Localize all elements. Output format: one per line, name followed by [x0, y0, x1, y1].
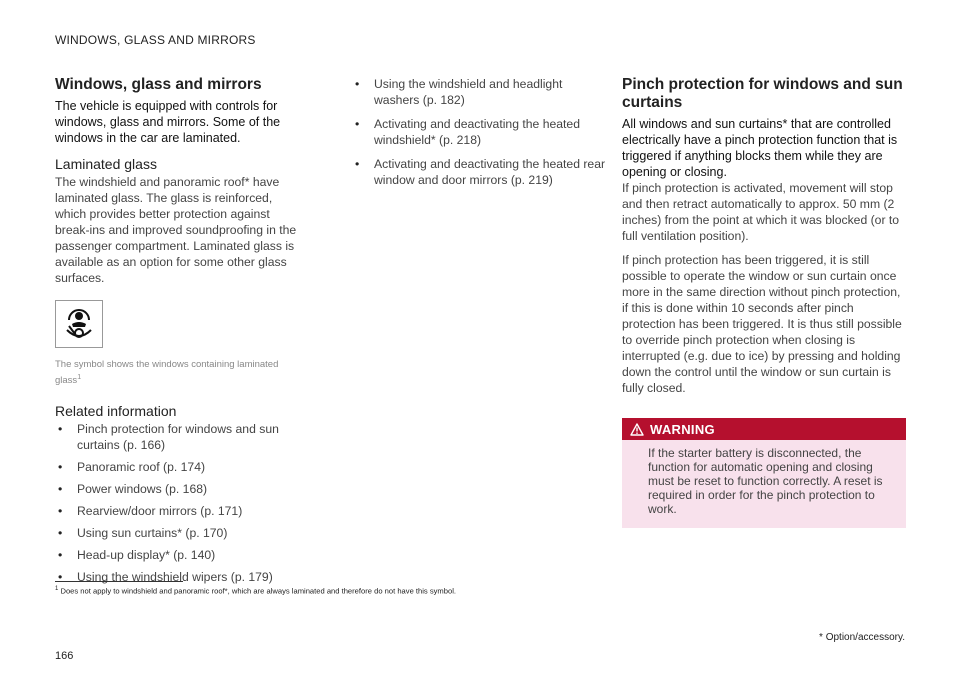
section-intro: The vehicle is equipped with controls for windows, glass and mirrors. Some of the windows in the car are laminated.: [55, 99, 281, 145]
running-header: WINDOWS, GLASS AND MIRRORS: [55, 33, 256, 47]
footnote-text: Does not apply to windshield and panoramic roof*, which are always laminated and therefore do not have this symbol.: [60, 586, 456, 596]
footnote-ref: 1: [77, 374, 82, 381]
related-info-list-continued: [352, 76, 607, 188]
pinch-protection-para1: If pinch protection is activated, movement will stop and then retract automatically to approx. 50 mm (2 inches) from the point at which it was blocked (or to full ventilation position).: [622, 181, 900, 243]
pinch-protection-intro: All windows and sun curtains* that are controlled electrically have a pinch protection function that is triggered if anything blocks them while they are opening or closing.: [622, 117, 898, 179]
footnote-number: 1: [55, 586, 59, 592]
laminated-glass-symbol-icon: [59, 304, 99, 344]
right-column: [622, 76, 906, 528]
warning-triangle-icon: [630, 423, 644, 436]
warning-text: If the starter battery is disconnected, the function for automatic opening and closing must be reset to function correctly. A reset is required in order for the pinch protection to work.: [648, 446, 883, 516]
footnote-divider: [55, 581, 183, 582]
left-column: [55, 76, 305, 591]
laminated-glass-body: The windshield and panoramic roof* have laminated glass. The glass is reinforced, which provides better protection against break-ins and improved soundproofing in the passenger compartment. Laminated glass is available as an option for some other glass surfaces.: [55, 175, 297, 285]
page-number: 166: [55, 650, 74, 662]
related-link[interactable]: • Pinch protection for windows and sun curtains (p. 166): [55, 421, 305, 453]
footnote: [55, 586, 456, 596]
warning-label: WARNING: [650, 421, 715, 437]
warning-box: [622, 418, 906, 528]
laminated-glass-heading: Laminated glass: [55, 156, 157, 172]
option-accessory-note: * Option/accessory.: [819, 632, 905, 643]
related-link[interactable]: • Activating and deactivating the heated windshield* (p. 218): [352, 116, 607, 148]
related-link[interactable]: • Using the windshield wipers (p. 179): [55, 569, 305, 585]
related-info-heading: Related information: [55, 403, 177, 420]
related-info-list: [55, 421, 305, 585]
section-title: Windows, glass and mirrors: [55, 76, 262, 93]
related-link[interactable]: • Head-up display* (p. 140): [55, 547, 305, 563]
related-link[interactable]: • Using the windshield and headlight washers (p. 182): [352, 76, 607, 108]
pinch-protection-para2: If pinch protection has been triggered, it is still possible to operate the window or sun curtain once more in the same direction without pinch protection, if this is done within 10 seconds after pinch protection has been triggered. It is thus still possible to override pinch protection when closing is interrupted (e.g. due to ice) by pressing and holding down the control until the window or sun curtain is fully closed.: [622, 253, 902, 395]
warning-header: [622, 418, 906, 440]
related-link[interactable]: • Using sun curtains* (p. 170): [55, 525, 305, 541]
symbol-caption: [55, 358, 305, 387]
middle-column: [352, 76, 607, 196]
related-link[interactable]: • Rearview/door mirrors (p. 171): [55, 503, 305, 519]
related-link[interactable]: • Panoramic roof (p. 174): [55, 459, 305, 475]
related-link[interactable]: • Activating and deactivating the heated rear window and door mirrors (p. 219): [352, 156, 607, 188]
pinch-protection-title: Pinch protection for windows and sun curtains: [622, 76, 903, 111]
symbol-caption-text: The symbol shows the windows containing laminated glass: [55, 359, 279, 387]
laminated-glass-symbol: [55, 300, 103, 348]
related-link[interactable]: • Power windows (p. 168): [55, 481, 305, 497]
